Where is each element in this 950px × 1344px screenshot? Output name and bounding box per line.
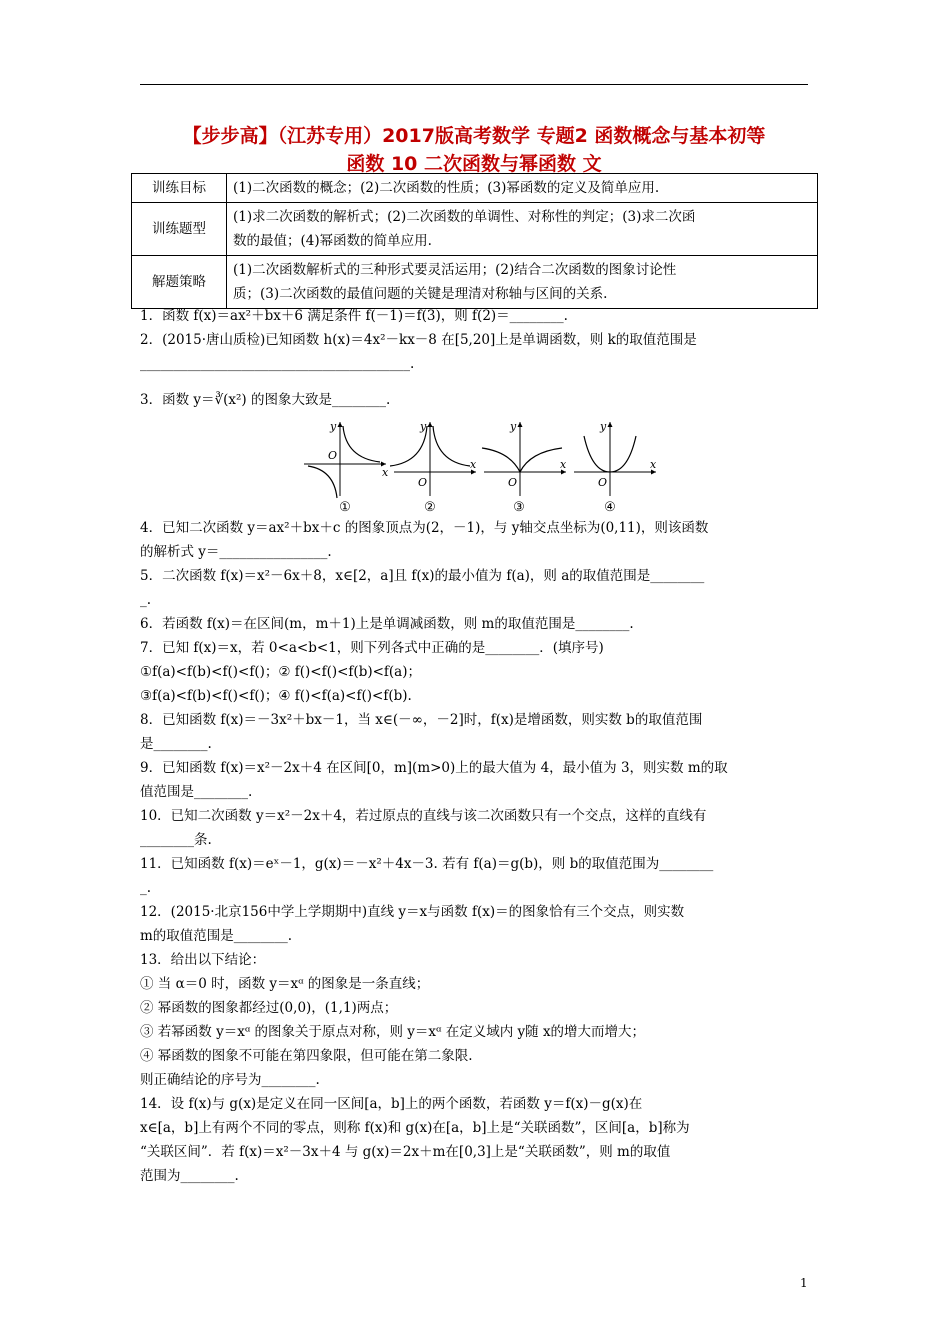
axis-x-label: x (650, 458, 657, 471)
question-13: 13．给出以下结论： (140, 952, 266, 968)
question-12-cont: m的取值范围是________. (140, 928, 293, 944)
table-row (132, 174, 818, 203)
question-9-cont: 值范围是________. (140, 784, 253, 800)
graph-3 (480, 418, 570, 500)
document-title (134, 122, 814, 178)
row-line: (1)二次函数解析式的三种形式要灵活运用；(2)结合二次函数的图象讨论性 (233, 262, 677, 278)
question-7-option-a: ①f(a)<f(b)<f()<f()；② f()<f()<f(b)<f(a)； (140, 664, 421, 680)
question-13-item-2: ② 幂函数的图象都经过(0,0)，(1,1)两点； (140, 1000, 398, 1016)
question-14-cont-1: x∈[a，b]上有两个不同的零点，则称 f(x)和 g(x)在[a，b]上是“关联函数”，区间[a，b]称为 (140, 1120, 690, 1136)
question-6: 6．若函数 f(x)＝在区间(m，m＋1)上是单调减函数，则 m的取值范围是________. (140, 616, 634, 632)
axis-x-label: x (382, 466, 389, 479)
question-7: 7．已知 f(x)＝x，若 0<a<b<1，则下列各式中正确的是________．(填序号) (140, 640, 604, 656)
question-8: 8．已知函数 f(x)＝－3x²＋bx－1，当 x∈(－∞，－2]时，f(x)是增函数，则实数 b的取值范围 (140, 712, 703, 728)
graph-2 (390, 418, 480, 500)
table-row (132, 203, 818, 256)
row-line: (1)求二次函数的解析式；(2)二次函数的单调性、对称性的判定；(3)求二次函 (233, 209, 696, 225)
row-key: 训练题型 (132, 203, 227, 256)
row-value (227, 174, 818, 203)
row-key: 训练目标 (132, 174, 227, 203)
row-line: 数的最值；(4)幂函数的简单应用. (233, 233, 432, 249)
question-14-cont-3: 范围为________. (140, 1168, 239, 1184)
question-12: 12．(2015·北京156中学上学期期中)直线 y＝x与函数 f(x)＝的图象恰有三个交点，则实数 (140, 904, 685, 920)
graph-4 (570, 418, 660, 500)
question-14-cont-2: “关联区间”．若 f(x)＝x²－3x＋4 与 g(x)＝2x＋m在[0,3]上是“关联函数”，则 m的取值 (140, 1144, 671, 1160)
question-13-item-1: ① 当 α＝0 时，函数 y＝xᵅ 的图象是一条直线； (140, 976, 430, 992)
question-10-cont: ________条. (140, 832, 212, 848)
question-4-cont: 的解析式 y＝________________. (140, 544, 332, 560)
question-4: 4．已知二次函数 y＝ax²＋bx＋c 的图象顶点为(2，－1)，与 y轴交点坐标为(0,11)，则该函数 (140, 520, 709, 536)
axis-y-label: y (420, 420, 427, 433)
row-line: 质；(3)二次函数的最值问题的关键是理清对称轴与区间的关系. (233, 286, 608, 302)
row-line: (1)二次函数的概念；(2)二次函数的性质；(3)幂函数的定义及简单应用. (233, 180, 660, 196)
title-line-2: 函数 10 二次函数与幂函数 文 (346, 153, 602, 175)
question-3: 3．函数 y＝∛(x²) 的图象大致是________. (140, 392, 391, 408)
origin-label: O (418, 476, 428, 489)
axis-x-label: x (560, 458, 567, 471)
origin-label: O (328, 449, 338, 462)
question-10: 10．已知二次函数 y＝x²－2x＋4，若过原点的直线与该二次函数只有一个交点，这样的直线有 (140, 808, 707, 824)
question-13-item-3: ③ 若幂函数 y＝xᵅ 的图象关于原点对称，则 y＝xᵅ 在定义域内 y随 x的增大而增大； (140, 1024, 646, 1040)
graph-label-4: ④ (604, 500, 616, 515)
header-rule (140, 84, 808, 85)
question-5: 5．二次函数 f(x)＝x²－6x＋8，x∈[2，a]且 f(x)的最小值为 f(a)，则 a的取值范围是________ (140, 568, 705, 584)
row-value (227, 203, 818, 256)
question-list (140, 304, 812, 1188)
origin-label: O (508, 476, 518, 489)
question-2-cont: ________________________________________. (140, 356, 415, 372)
axis-y-label: y (600, 420, 607, 433)
row-value (227, 256, 818, 309)
question-1: 1．函数 f(x)＝ax²＋bx＋6 满足条件 f(－1)＝f(3)，则 f(2)＝________. (140, 308, 568, 324)
question-8-cont: 是________. (140, 736, 212, 752)
question-2: 2．(2015·唐山质检)已知函数 h(x)＝4x²－kx－8 在[5,20]上是单调函数，则 k的取值范围是 (140, 332, 697, 348)
axis-x-label: x (470, 458, 477, 471)
question-3-figure (140, 412, 812, 516)
question-13-answer: 则正确结论的序号为________. (140, 1072, 320, 1088)
question-11-cont: _. (140, 880, 152, 896)
question-13-item-4: ④ 幂函数的图象不可能在第四象限，但可能在第二象限. (140, 1048, 473, 1064)
question-14: 14．设 f(x)与 g(x)是定义在同一区间[a，b]上的两个函数，若函数 y＝f(x)－g(x)在 (140, 1096, 643, 1112)
table-row (132, 256, 818, 309)
graph-1 (300, 418, 390, 500)
question-9: 9．已知函数 f(x)＝x²－2x＋4 在区间[0，m](m>0)上的最大值为 4，最小值为 3，则实数 m的取 (140, 760, 728, 776)
title-line-1: 【步步高】（江苏专用）2017版高考数学 专题2 函数概念与基本初等 (182, 125, 766, 147)
graph-label-3: ③ (513, 500, 525, 515)
axis-y-label: y (330, 420, 337, 433)
question-7-option-b: ③f(a)<f(b)<f()<f()；④ f()<f(a)<f()<f(b). (140, 688, 412, 704)
axis-y-label: y (510, 420, 517, 433)
origin-label: O (598, 476, 608, 489)
training-info-table (131, 173, 818, 309)
question-11: 11．已知函数 f(x)＝eˣ－1，g(x)＝－x²＋4x－3. 若有 f(a)＝g(b)，则 b的取值范围为________ (140, 856, 714, 872)
graph-label-2: ② (424, 500, 436, 515)
page-number: 1 (800, 1276, 808, 1290)
row-key: 解题策略 (132, 256, 227, 309)
question-5-cont: _. (140, 592, 152, 608)
graph-label-1: ① (339, 500, 351, 515)
